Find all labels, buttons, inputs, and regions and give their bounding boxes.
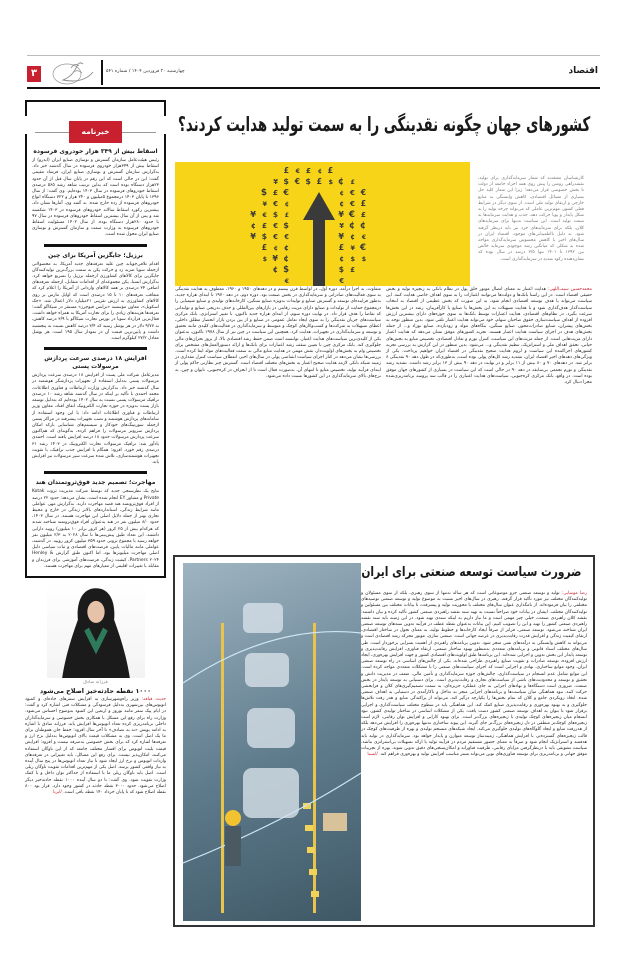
currency-symbol: € (273, 199, 278, 208)
currency-symbol: $ (338, 265, 344, 274)
currency-symbol: ¥ (339, 222, 344, 230)
news-column (25, 680, 166, 796)
currency-symbol: ¥ (250, 209, 256, 219)
main-headline: کشورهای جهان چگونه نقدینگی را به سمت تولید هدایت کردند؟ (177, 112, 590, 136)
page-number: ۳ (27, 66, 41, 82)
news-item (32, 355, 159, 466)
currency-symbol: ¢ (337, 177, 344, 187)
divider (44, 347, 147, 350)
news-item (32, 479, 159, 570)
currency-symbol: ¥ (272, 253, 278, 263)
currency-symbol: ¢ (317, 168, 322, 175)
currency-symbol: € (360, 188, 366, 197)
author: محمدحسین سیف‌اللهی: (547, 287, 592, 292)
main-body-column-2: متفاوت، به اجرا درآمد. دوره اول، در اواسط قرن بیستم و در دهه‌های ۱۹۵۰ و ۱۹۶۰، معطوف به هدایت نقدینگی به سوی فعالیت‌های صادراتی و سرمایه‌گذاری در بخش صنعت بود. دوره دوم، در دهه ۱۹۷۰ تا ابتدای هزاره جدید، به‌طور فزاینده‌ای توسعه و گسترش صنایع و تولیدات به‌ویژه صنایع سنگین، کارخانه‌های تولیدی و صنایع شیمیایی را درمجموع حمایت از تولیدات و صنایع دارای مزیت رقابتی در بازارهای بین‌المللی و حذف تدریجی صنایع و تولیداتی که تقاضا را هدف قرار داد. در نهایت دوره سوم، از ابتدای هزاره جدید تاکنون، با تغییر استراتژی، بانک مرکزی سیاست‌های جریان نقدینگی را به سوی ایجاد تعامل عمومی در صنایع و از بین بردن بازار انحصار مطلق داخلی، اعطای تسهیلات به شرکت‌ها و کسب‌وکارهای کوچک و متوسط و سرمایه‌گذاری در فعالیت‌های کلیدی مانند تحقیق و توسعه و سرمایه‌گذاری در تجهیزات، هدایت کرد. همچنین این سیاست در چین نیز از سال ۱۹۷۸ تاکنون، به‌عنوان یکی از کلیدی‌ترین سیاست‌های هدایت اعتبار، توانسته است ضمن حفظ رشد اقتصادی بالا، از بروز بحران‌های مالی جلوگیری کند. بانک مرکزی چین با تعیین سقف رشد اعتبارات برای بانک‌ها و ارائه دستورالعمل‌های مشخص برای تخصیص وام به بخش‌های اولویت‌دار، نقش مهمی در هدایت منابع مالی به سمت فعالیت‌های مولد ایفا کرده است. بررسی‌ها نشان می‌دهد در کنار اجرای سیاست انقباضی پولی در سال‌های اخیر، انعطاف سیاست کنترل مقداری در زمینه شبکه بانکی لازمه هدایت صحیح اعتبار به بخش‌های مختلف اقتصاد است. گسترش چتر نظارتی حاکم پولی از ابتدای فرآیند تولید، تخصیص منابع تا انتهای آن، به‌صورت فعال است تا از انحراف در کره‌جنوبی، تایوان و چین، به نرخ‌های بالای سرمایه‌گذاری در این کشورها نسبت داده می‌شود. (175, 287, 381, 379)
currency-symbol: € (273, 233, 278, 241)
top-rule (27, 55, 600, 56)
currency-symbol: $ (361, 256, 366, 263)
currency-symbol: £ (338, 243, 344, 252)
currency-symbol: ¥ (250, 231, 256, 241)
currency-symbol: ¢ (349, 221, 355, 231)
left-column (25, 100, 166, 796)
newspaper-logo-icon (43, 58, 99, 86)
currency-symbol: ¥ (273, 178, 278, 186)
divider (44, 471, 147, 474)
currency-symbol: ¢ (359, 221, 366, 231)
currency-symbol: $ (262, 256, 267, 263)
news-item (32, 148, 159, 239)
currency-symbol: £ (327, 166, 333, 175)
photo-caption: فرزانه صادق (83, 679, 108, 685)
currency-symbol: £ (305, 166, 311, 175)
article-box (173, 555, 595, 927)
currency-symbol: ¥ (338, 231, 344, 241)
currency-symbol: £ (360, 210, 366, 219)
news-item (32, 252, 159, 343)
section-title: اقتصاد (568, 66, 598, 76)
article-headline-box (361, 565, 581, 585)
currency-symbol: € (284, 233, 289, 241)
currency-symbol: $ (283, 220, 289, 230)
news-headline: افزایش ۱۸ درصدی سرعت پردازش مرسولات پستی (44, 355, 147, 371)
currency-symbol: $ (261, 232, 267, 241)
currency-symbol: £ (283, 166, 289, 175)
currency-symbol: € (349, 188, 355, 197)
currency-symbol: € (295, 168, 300, 175)
currency-symbol: ¢ (283, 254, 289, 263)
currency-symbol: € (294, 177, 300, 186)
currency-symbol: € (361, 234, 366, 241)
currency-symbol: £ (350, 178, 355, 186)
currency-symbol: $ (328, 178, 333, 186)
author: حدیث قیافه: (141, 696, 166, 702)
issue-date: چهارشنبه ۲۰ فروردین ۱۴۰۴ / شماره ۵۴۱ (106, 69, 185, 74)
currency-symbol: € (349, 199, 355, 208)
currency-symbol: £ (272, 188, 278, 197)
currency-symbol: ¢ (339, 189, 344, 197)
currency-symbol: £ (284, 212, 289, 219)
divider (44, 244, 147, 247)
currency-symbol: ¥ (350, 244, 355, 252)
article-body (361, 591, 587, 758)
currency-symbol: € (283, 188, 289, 197)
currency-symbol: ¢ (273, 245, 278, 252)
currency-symbol: £ (261, 221, 267, 230)
column-headline: ۱۰۰۰ نقطه حادثه‌خیز اصلاح می‌شود (39, 686, 152, 695)
news-headline: مهاجرت؛ تصمیم جدید فوق‌ثروتمندان هند (35, 479, 156, 487)
currency-symbol: $ (272, 210, 278, 219)
currency-symbol: € (284, 278, 289, 285)
news-headline: اسقاط بیش از ۳۴۹ هزار خودروی فرسوده (33, 148, 158, 155)
column-body (25, 697, 166, 796)
news-body: رئیس هیئت‌عامل سازمان گسترش و نوسازی صنایع ایران (ایدرو) از اسقاط بیش از ۳۴۹هزار خودروی فرسوده در سال گذشته خبر داد. به‌گزارش سازمان گسترش و نوسازی صنایع ایران، فرشاد مقیمی گفت: این در حالی است که این رقم در پایان سال قبل از آن حدود ۲۳هزار دستگاه بوده است که به‌این ترتیب شاهد رشد ۵۶۵ درصدی اسقاط خودروهای فرسوده در سال ۱۴۰۳ بوده‌ایم. وی گفت: از سال ۱۳۹۶ تا پایان ۱۴۰۳ درمجموع ۵میلیون و ۲۴۰ هزار و ۷۲۲ دستگاه انواع خودروهای فرسوده از رده خارج شده. به گفته وی، آمارها نشان داد، بیشترین رکورد اسقاط سالانه خودروهای فرسوده در ۱۴۰۳ شکسته شد و پس از آن سال بیشترین اسقاط خودروهای فرسوده در سال ۹۷ با حدود ۲۸۰هزار دستگاه بوده. از سال ۱۴۰۲ مسئولیت اسقاط خودروهای فرسوده به وزارت صمت و سازمان گسترش و نوسازی صنایع ایران محول شده است. (32, 158, 160, 238)
currency-symbol: $ (283, 265, 289, 275)
currency-symbol: ¥ (338, 210, 344, 219)
currency-symbol: $ (283, 177, 289, 186)
author: رضا موسایی: (561, 591, 587, 596)
currency-symbol: $ (260, 188, 267, 198)
article-headline: ضرورت سیاست توسعه صنعتی برای ایران (360, 565, 581, 580)
minister-photo (47, 582, 145, 678)
currency-tree-arrow-icon (175, 162, 470, 286)
header-rule (27, 87, 600, 89)
currency-symbol: $ (350, 255, 355, 263)
currency-symbol: € (348, 210, 355, 220)
column-text: هدایت اعتبار به معنای اتصال موتور خلق پول در نظام بانکی به زنجیره تولید و بخش حقیقی اقتصاد است. در این راستا بانک‌ها و دولت‌ها می‌توانند اعتبارات را به سوی اهداف خاصی هدایت کنند. این سیاست می‌تواند با هدف توسعه اقتصادی انجام شود، به این صورت که بخش عظیمی از اقتصاد به انتخاب سیاست‌گذار هدف‌گذاری شود و با هدایت تسهیلات به این بخش‌ها یا صنایع یا کارآفرینان، رشد در این بخش‌ها سرعت بگیرد. در نظام‌های اقتصادی، هدایت اعتبارات توسط بانک‌ها به سوی حوزه‌های دارای بیشترین ارزش افزوده از اهداف سیاست‌سازی حقوق صاحبان سهام، خود می‌تواند هدایت اعتبار تلقی شود. بدین منظور توجه به بخش‌های پیشران، صنایع صادرات‌محور، صنایع سنگین، بنگاه‌های مولد و زودبازده، صنایع نوزاد و... از جمله بخش‌های هدف در اجرای سیاست هدایت اعتبار هستند. تجربه کشورهای موفق نشان می‌دهد که هدایت اعتبار دارای مزیت‌هایی است. از جمله مزیت‌های این سیاست، کنترل تورم و تعادل اقتصادی، تخصیص منابع به بخش‌های حیاتی، تحقق اهداف ملی و استراتژیک، تنظیم نقدینگی و... می‌شود. بدین منظور در این گزارش به بررسی تجربه کشورهای اجراکننده این سیاست و لزوم هدایت صحیح نقدینگی در اقتصاد ایران خواهیم پرداخت. یکی از ویژگی‌های دهه‌های اخیر اقتصاد ایران، تشدید رشد کل‌های پولی بوده است، به‌طوری‌که در طول دهه ۹۰ نقدینگی ۸ برابر شد. در دهه‌های ۷۰ و ۸۰ بیش از ۱۱ برابر و در نهایت در دهه ۹۰ بیش از ۱۳ برابر رشد داشت. تشدید رشد نقدینگی و تورم تجمعی بی‌سابقه در دهه ۹۰ در حالی است که این سیاست در بسیاری از کشورهای جهان موفق بوده است. در واقع، بانک مرکزی کره‌جنوبی، سیاست‌های هدایت اعتباری را در قالب سه پروسه برنامه‌ریزی‌شده مجزا دنبال کرد. (386, 287, 593, 386)
news-headline: برزیل؛ جایگزین آمریکا برای چین (48, 251, 143, 259)
currency-symbol: € (339, 277, 344, 285)
currency-symbol: € (359, 243, 366, 253)
currency-symbol: ¢ (250, 221, 256, 230)
column-text: وزیر راه‌وشهرسازی به افزایش سفرهای جاده‌ای و کمبود اتوبوس‌های بین‌شهری به‌دلیل فرسودگی و مشکلات فنی اشاره کرد و گفت: در ایام پیک سفر مانند نوروز و اربعین این کمبود به‌وضوح احساس می‌شود. وزارت راه برای رفع این مشکل با همکاری بخش خصوصی و سرمایه‌گذاران داخلی برنامه‌ریزی کرده تعداد اتوبوس‌ها افزایش یابد. فرزانه صادق با اشاره به ادامه پویش «نه به تصادف» تا آخر سال افزود: حفظ جان هموطنان برای ما یک اصل است. وی به مشکلات قیمت بالای اتوبوس‌ها به‌دلیل نرخ ارز و تعرفه‌ها اشاره کرد که برای بخش خصوصی به‌صرفه نیست و افزود: افزایش قیمت بلیت اتوبوس برای اقشار مختلف جامعه که از این ناوگان استفاده می‌کنند، امکان‌پذیر نیست. برای رفع این مسائل، باید تغییراتی در تعرفه‌های واردات اتوبوس و نرخ ارز ایجاد شود تا نیاز تعداد اتوبوس‌ها در پنج سال آینده به نیاز واقعی کشور برسد. اصل یکی از مهم‌ترین اقدامات تقویت ناوگان ریلی است. اصل باید ناوگان ریلی ما با استفاده از حداکثر توان داخل و با کمک وزارت تقویت شود. وی گفت: تا دو سال آینده ۱۰۰۰ نقطه حادثه‌خیز دیگر اصلاح می‌شود. حدود ۳۰۰۰ نقطه حادثه در کشور وجود دارد. قرار بود ۸۰۰ نقطه اصلاح شود که تا پایان خرداد ۱۴۰ نقطه باقی است. (25, 696, 166, 796)
news-sidebar (25, 100, 166, 578)
currency-symbol: £ (350, 266, 355, 274)
sidebar-label: خبرنامه (69, 121, 122, 143)
currency-symbol: € (262, 211, 267, 219)
currency-symbol: ¢ (350, 233, 355, 241)
source: /ایرنا (53, 790, 62, 796)
currency-symbol: ¢ (283, 243, 289, 252)
currency-symbol: € (273, 222, 278, 230)
currency-symbol: £ (316, 177, 322, 186)
main-body-column-1 (386, 287, 592, 386)
news-body: مدیرعامل شرکت ملی پست از افزایش ۱۸ درصدی سرعت پردازش مرسولات پستی به‌دلیل استفاده از تجهیزات پردازشگر هوشمند در سال گذشته خبر داد. به‌گزارش وزارت ارتباطات و فناوری اطلاعات، محمد احمدی با تأکید بر اینکه در سال گذشته شاهد رشد ۱۰ درصدی ترافیک مرسولات پستی نسبت به سال ۱۴۰۲ بوده‌ایم که به‌دلیل توسعه بازار پست به‌ویژه در حوزه تجارت الکترونیک اتفاق افتاد، معاون وزیر ارتباطات و فناوری اطلاعات ادامه داد: با این وجود استفاده از سامانه‌های پردازش هوشمند و نصب تجهیزات پیشرفته در مراکز پستی ازجمله سورتینگ‌های خودکار و سیستم‌های شناسایی بارکد امکان پردازش سریع‌تر مرسولات را فراهم کرده، به‌گونه‌ای که هم‌اکنون سرعت پردازش مرسولات حدود ۱۸ درصد افزایش یافته است. احمدی یادآور شد: ترافیک مرسولات تجارت الکترونیک در ۱۴۰۳ رشد ۳۱ درصدی رقم خورد. افزود: همگام با افزایش جذب ترافیک، با تقویت تجهیزات هوشمندسازی، تلاش شده سرعت سیر مرسولات نیز افزایش یابد. (32, 373, 159, 466)
currency-symbol: £ (360, 199, 366, 208)
article-text: تولید و توسعه صنعتی جزو موضوعاتی است که هر ساله نه‌تنها از سوی رهبری، بلکه از سوی مسئولان و تولیدکنندگان مختلف نیز مورد تأکید قرار گرفته. رهبری در سال‌های اخیر نسبت به موضوع تولید و توسعه صنعتی توصیه‌های مختلفی را بیان فرموده‌اند. از نامگذاری عنوان سال‌های مختلف با محوریت تولید و پیشرفت، تا بیانات مختلف بین مسئولین و تولیدکنندگان مختلف. ایشان در بیانات خود صراحتاً نسبت به تهیه سند نقشه راهبردی صنعتی کشور تأکید کرده و بیان داشتند: نقشه کلان راهبردی صنعت، خیلی چیز مهمی است و ما نیاز داریم به اینکه سندی تهیه شود. در این زمینه باید سند نقشه راهبردی صنعتی کشور را تهیه و این را تصویب کنیم. این بیانات به‌عنوان نقطه عطف در فرآیند تدوین سندهای توسعه صنعتی ایران شناخته می‌شود. توسعه صنعتی، فراتر از صرفاً ایجاد کارخانه‌ها و خطوط تولید، به معنای تحول در ساختار اقتصادی، ارتقای کیفیت زندگی و افزایش قدرت رقابت‌پذیری در عرصه جهانی است. صنعتی سازی، موتور محرکه رشد اقتصادی است و می‌تواند به کاهش وابستگی به درآمدهای نفتی منجر شود. تدوین برنامه‌های راهبردی از اهمیت بسزایی برخوردار است. طی سال‌های مختلف اسناد قانونی و برنامه‌های متعددی به‌منظور بهبود ساختار صنعتی، ارتقاء فناوری، افزایش رقابت‌پذیری و توسعه پایدار این بخش تدوین و اجرایی شده‌اند. این برنامه‌ها طبق اولویت‌های اقتصادی کشور و جهت افزایش بهره‌وری، ایجاد ارزش افزوده، توسعه صادرات و تقویت صنایع راهبردی طراحی شده‌اند. یکی از چالش‌های اساسی در راه توسعه صنعتی ایران، وجود موانع ساختاری، نهادی و اجرایی است که اجرای سیاست‌های صنعتی را با مشکلات متعددی مواجه کرده است. این موانع شامل عدم انسجام در سیاست‌گذاری، چالش‌های حوزه سرمایه‌گذاری و تأمین مالی، ضعف در مدیریت دانش و تحقیق و توسعه و محدودیت‌های ناشی از سیاست‌های تجاری و رقابت‌پذیری است. برای دستیابی به توسعه پایدار در بخش صنعت، ضروری است دستگاه‌ها و نهادهای اجرایی به جای عملکرد جزیره‌ای، به سمت تصمیم‌گیری‌های کلان و فرابخشی حرکت کنند. نبود هماهنگی میان سیاست‌ها و برنامه‌های اجرایی منجر به تداخل و ناکارآمدی در دستیابی به اهداف صنعتی شده. اتخاذ رویکردی جامع و کلان که تمام بخش‌ها را یکپارچه درگیر کند، می‌تواند از پراکندگی منابع و هدر رفت تلاش‌ها جلوگیری و به بهبود بهره‌وری و رقابت‌پذیری صنایع کمک کند. این هماهنگی باید در سطوح مختلف سیاست‌گذاری و اجرایی برقرار شود تا بتوان به اهداف توسعه صنعتی کشور دست یافت. یکی از مشکلات اساسی در ساختار تولیدی کشور، نبود انسجام میان زنجیره‌های کوچک تولیدی با زنجیره‌های بزرگ‌تر است. برای بهبود کارایی و افزایش توان رقابتی، لازم است زنجیره‌های کوچک‌تر منطقی در دل زنجیره‌های بزرگ‌تر جای گیرند. این پیوند ساختاری نه‌تنها بهره‌وری را افزایش می‌دهد بلکه از هدررفت منابع و ایجاد گلوگاه‌های تولیدی جلوگیری می‌کند. ایجاد شبکه‌های منسجم تولیدی و بهره از ظرفیت‌های کوچک در قالب زنجیره‌های گسترده‌تر، با افزایش هماهنگی، زمینه‌ساز توسعه متوازن و پایدار خواهد بود. سرمایه‌گذاری در تولید باید هدفمند و استراتژیک انجام شود و صرفاً به معنای حضور مستقیم مردم در فرآیند تولید یا ارائه تسهیلات بی‌استراتژی نباشد. سیاست تشویقی باید با درنظرگرفتن مزایای رقابتی، ظرفیت فناورانه و امکان‌سنجی‌های دقیق تدوین شوند. بهره از تجربیات موفق جهانی و برنامه‌ریزی برای توسعه فناوری‌های نوین می‌تواند بستر مناسب افزایش تولید و بهره‌وری فراهم کند. (361, 591, 587, 758)
currency-symbol: $ (305, 177, 311, 186)
currency-tree-image (175, 162, 470, 286)
currency-symbol: ¢ (339, 200, 344, 208)
header-divider (101, 60, 103, 85)
factory-image (183, 563, 361, 921)
currency-symbol: £ (261, 243, 267, 252)
source: /ایسنا (367, 752, 378, 758)
main-lead: کارشناسان معتقدند که شعار سرمایه‌گذاری برای تولید، نقشه‌راهی روشن را پیش روی همه اجزاء جامعه از دولت تا بخش خصوصی قرار می‌دهد؛ زیرا این شعار کلید حل بسیاری از مسائل اقتصادی، کاهش وابستگی به منابع خارجی و ارتقای تولید ملی است. از سوی دیگر در شرایط فعلی کشور، مهم‌ترین عاملی که می‌تواند چرخه تولید را به شکل پایدار و پویا حرکت دهد، جذب و هدایت سرمایه‌ها به سمت تولید است. این سیاست نه‌تنها برای سرمایه‌های کلان، بلکه برای سرمایه‌های خرد نیز باید درنظر گرفته شود. به دلیل نااطمینانی‌های موجود، اقتصاد ایران در سال‌های اخیر با کاهش محسوس سرمایه‌گذاری مواجه شده به شکلی که میانگین رشد موجودی سرمایه خالص بین ۱۳۹۲ تا ۱۴۰۱ تنها ۳/۵ درصد در سال بوده که نشان‌دهنده رکود شدید در سرمایه‌گذاری است. (478, 176, 584, 262)
currency-symbol: ¢ (272, 265, 278, 274)
news-body: نتایج یک نظرسنجی جدید که توسط شرکت مدیریت ثروت Kotak Private و مشاور EY انجام شده است، نشان می‌دهد: حدود ۲۲ درصد از افراد فوق‌ثروتمند هند قصد مهاجرت دارند. به‌گزارش مهر، عواملی مانند شرایط زندگی، استانداردهای بالاتر زندگی در خارج و محیط تجاری بهتر از جمله دلایل اصلی این مهاجرت هستند. در سال ۱۴۰۳، حدود ۸/۰ میلیون نفر در هند به‌عنوان افراد فوق‌ثروتمند شناخته شدند که هرکدام بیش از ۲۵ کرور (هر کرور برابر ۱۰ میلیون) روپیه دارایی داشتند. این تعداد طبق پیش‌بینی‌ها تا سال ۲۰۲۸ به ۲/۳ میلیون نفر خواهد رسید با مجموع ثروتی حدود ۳۵۹ میلیون کرور روپیه. در گذشته، عواملی مانند مالیات پایین، فرصت‌های اقتصادی و ثبات سیاسی دلیل اصلی مهاجرت میلیونرها بود، اما اکنون طبق گزارش Henley & Partners ۲۰۲۴، کیفیت زندگی، فرصت‌های آموزشی برای فرزندان و مقابله با تغییرات اقلیمی از معیارهای مهم برای مهاجرت هستند. (32, 489, 160, 569)
news-body: اقدام تلافی‌جویانه چین علیه تعرفه‌های جدید آمریکا، به محصولاتی ازجمله سویا ضربه زد و حرکت پکن به سمت بزرگ‌ترین تولیدکنندگان جایگزین برای کالاهای کشاورزی ازجمله برزیل را تسریع خواهد کرد. به‌گزارش ایسنا، پکن مجموعه‌ای از اقدامات متقابل، ازجمله تعرفه‌های اضافی ۳۴ درصدی بر همه کالاهای وارداتی از آمریکا را اعلام کرد که متعاقب تعرفه‌های ۱۰ تا ۱۵ درصدی است که اوایل مارس بر روی کالاهای کشاورزی به ارزش تقریبی ۲۱میلیارد دلار اعمال شد. «جک اسکویل»، معاون مؤسسه «برایس فیوچرز» مستقر در شیکاگو گفت: تعرفه‌ها هزینه‌های زیادی را برای تجارت آمریکا به همراه خواهد داشت. فعال‌ترین قرارداد سویا در بورس تجارت شیکاگو با ۳/۹ درصد کاهش، به ۹/۷۷ دلار در هر بوشل رسید که ۳/۴ درصد کاهش نسبت به پنجشنبه داشت و پایین‌ترین قیمت آن در نمودار سال ۱۹۵ است. هر بوشل معادل ۲۷/۲ کیلوگرم است. (32, 261, 160, 342)
currency-symbol: ¥ (262, 200, 267, 208)
main-headline-box (178, 112, 590, 138)
currency-symbol: ¢ (284, 201, 289, 208)
currency-symbol: ¢ (339, 255, 344, 263)
